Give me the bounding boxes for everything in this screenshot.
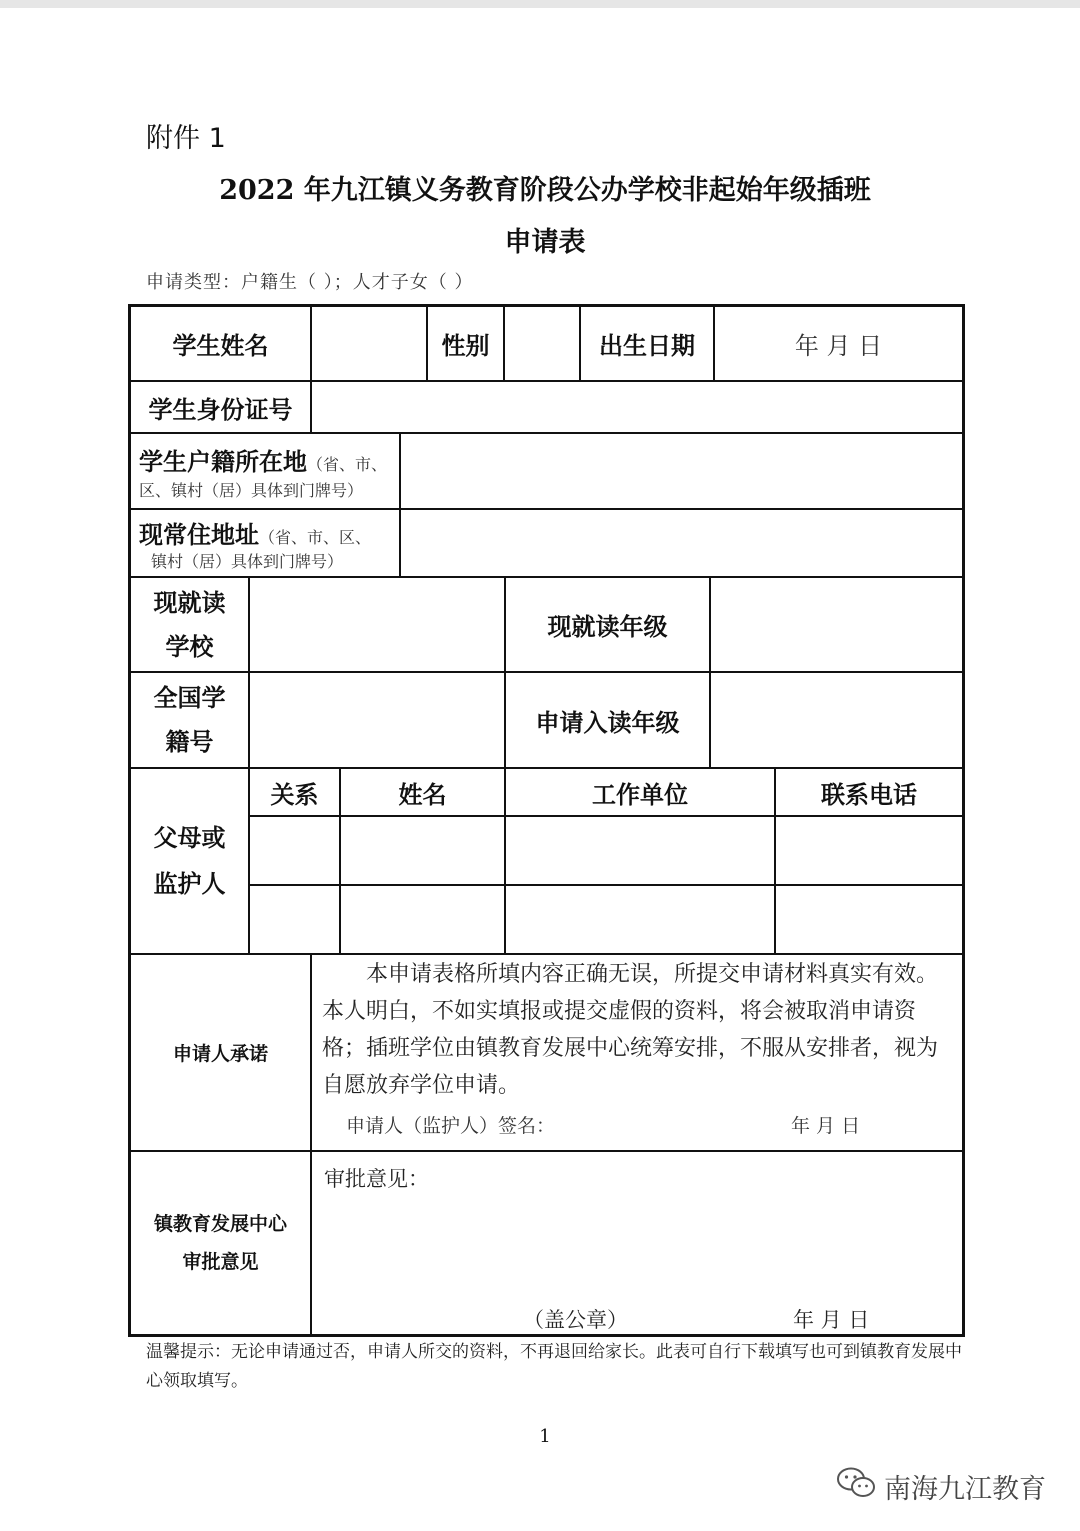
top-band	[0, 0, 1080, 8]
registry-number-label-2: 籍号	[165, 728, 214, 756]
household-label	[139, 442, 399, 477]
watermark-text: 南海九江教育	[884, 1474, 1046, 1505]
birth-date-field[interactable]: 年 月 日	[794, 332, 883, 360]
application-type-line: 申请类型：户籍生（ ）；人才子女（ ）	[146, 272, 474, 293]
household-hint-1: （省、市、	[307, 455, 388, 474]
household-label-text: 学生户籍所在地	[139, 448, 307, 476]
guardian-label	[131, 769, 248, 953]
guardian-col-workplace: 工作单位	[592, 780, 688, 809]
watermark	[836, 1466, 1046, 1507]
wechat-icon	[836, 1466, 876, 1507]
residence-hint-1: （省、市、区、	[259, 528, 372, 547]
promise-label: 申请人承诺	[172, 1043, 268, 1065]
form-table	[128, 304, 965, 1337]
registry-number-field[interactable]	[250, 673, 504, 767]
guardian-col-phone: 联系电话	[821, 780, 917, 809]
signature-label: 申请人（监护人）签名：	[346, 1115, 556, 1137]
form-title-line2: 申请表	[504, 227, 586, 258]
seal-label: （盖公章）	[523, 1308, 628, 1332]
residence-label	[139, 515, 401, 550]
current-school-label-2: 学校	[165, 632, 214, 661]
approval-label-2: 审批意见	[182, 1251, 259, 1273]
current-grade-label: 现就读年级	[547, 613, 668, 641]
residence-hint-2: 镇村（居）具体到门牌号）	[151, 552, 344, 571]
approval-label	[131, 1152, 310, 1334]
approval-label-1: 镇教育发展中心	[153, 1213, 287, 1235]
current-school-label	[131, 578, 248, 671]
student-name-label: 学生姓名	[172, 332, 269, 360]
current-school-label-1: 现就读	[153, 588, 226, 617]
approval-date: 年 月 日	[793, 1308, 870, 1332]
promise-text: 本申请表格所填内容正确无误，所提交申请材料真实有效。本人明白，不如实填报或提交虚假的资料，将会被取消申请资格；插班学位由镇教育发展中心统筹安排，不服从安排者，视为自愿放弃学位申请。	[322, 962, 939, 1098]
residence-label-text: 现常住地址	[139, 521, 259, 549]
form-title-line1: 2022 年九江镇义务教育阶段公办学校非起始年级插班	[219, 175, 871, 206]
attachment-label: 附件 1	[146, 123, 226, 154]
guardian-label-1: 父母或	[153, 824, 226, 852]
student-id-field[interactable]	[312, 382, 962, 432]
guardian-label-2: 监护人	[153, 870, 226, 898]
registry-number-label-1: 全国学	[153, 684, 226, 712]
signature-date: 年 月 日	[791, 1115, 861, 1137]
residence-field[interactable]	[401, 510, 962, 576]
current-grade-field[interactable]	[711, 578, 962, 671]
approval-opinion-label: 审批意见：	[324, 1167, 429, 1191]
footer-note: 温馨提示：无论申请通过否，申请人所交的资料，不再退回给家长。此表可自行下载填写也可到镇教育发展中心领取填写。	[146, 1342, 962, 1391]
gender-field[interactable]	[505, 307, 579, 380]
registry-number-label	[131, 673, 248, 767]
guardian-row-1[interactable]	[250, 817, 962, 884]
gender-label: 性别	[441, 332, 490, 360]
household-hint-2: 区、镇村（居）具体到门牌号）	[139, 481, 364, 500]
apply-grade-field[interactable]	[711, 673, 962, 767]
current-school-field[interactable]	[250, 578, 504, 671]
birth-date-label: 出生日期	[599, 332, 695, 360]
guardian-col-relation: 关系	[270, 780, 319, 809]
page-number: 1	[539, 1426, 551, 1447]
student-name-field[interactable]	[312, 307, 426, 380]
apply-grade-label: 申请入读年级	[535, 708, 680, 737]
guardian-col-name: 姓名	[398, 780, 447, 809]
student-id-label: 学生身份证号	[148, 395, 293, 424]
guardian-row-2[interactable]	[250, 886, 962, 953]
household-field[interactable]	[401, 434, 962, 508]
